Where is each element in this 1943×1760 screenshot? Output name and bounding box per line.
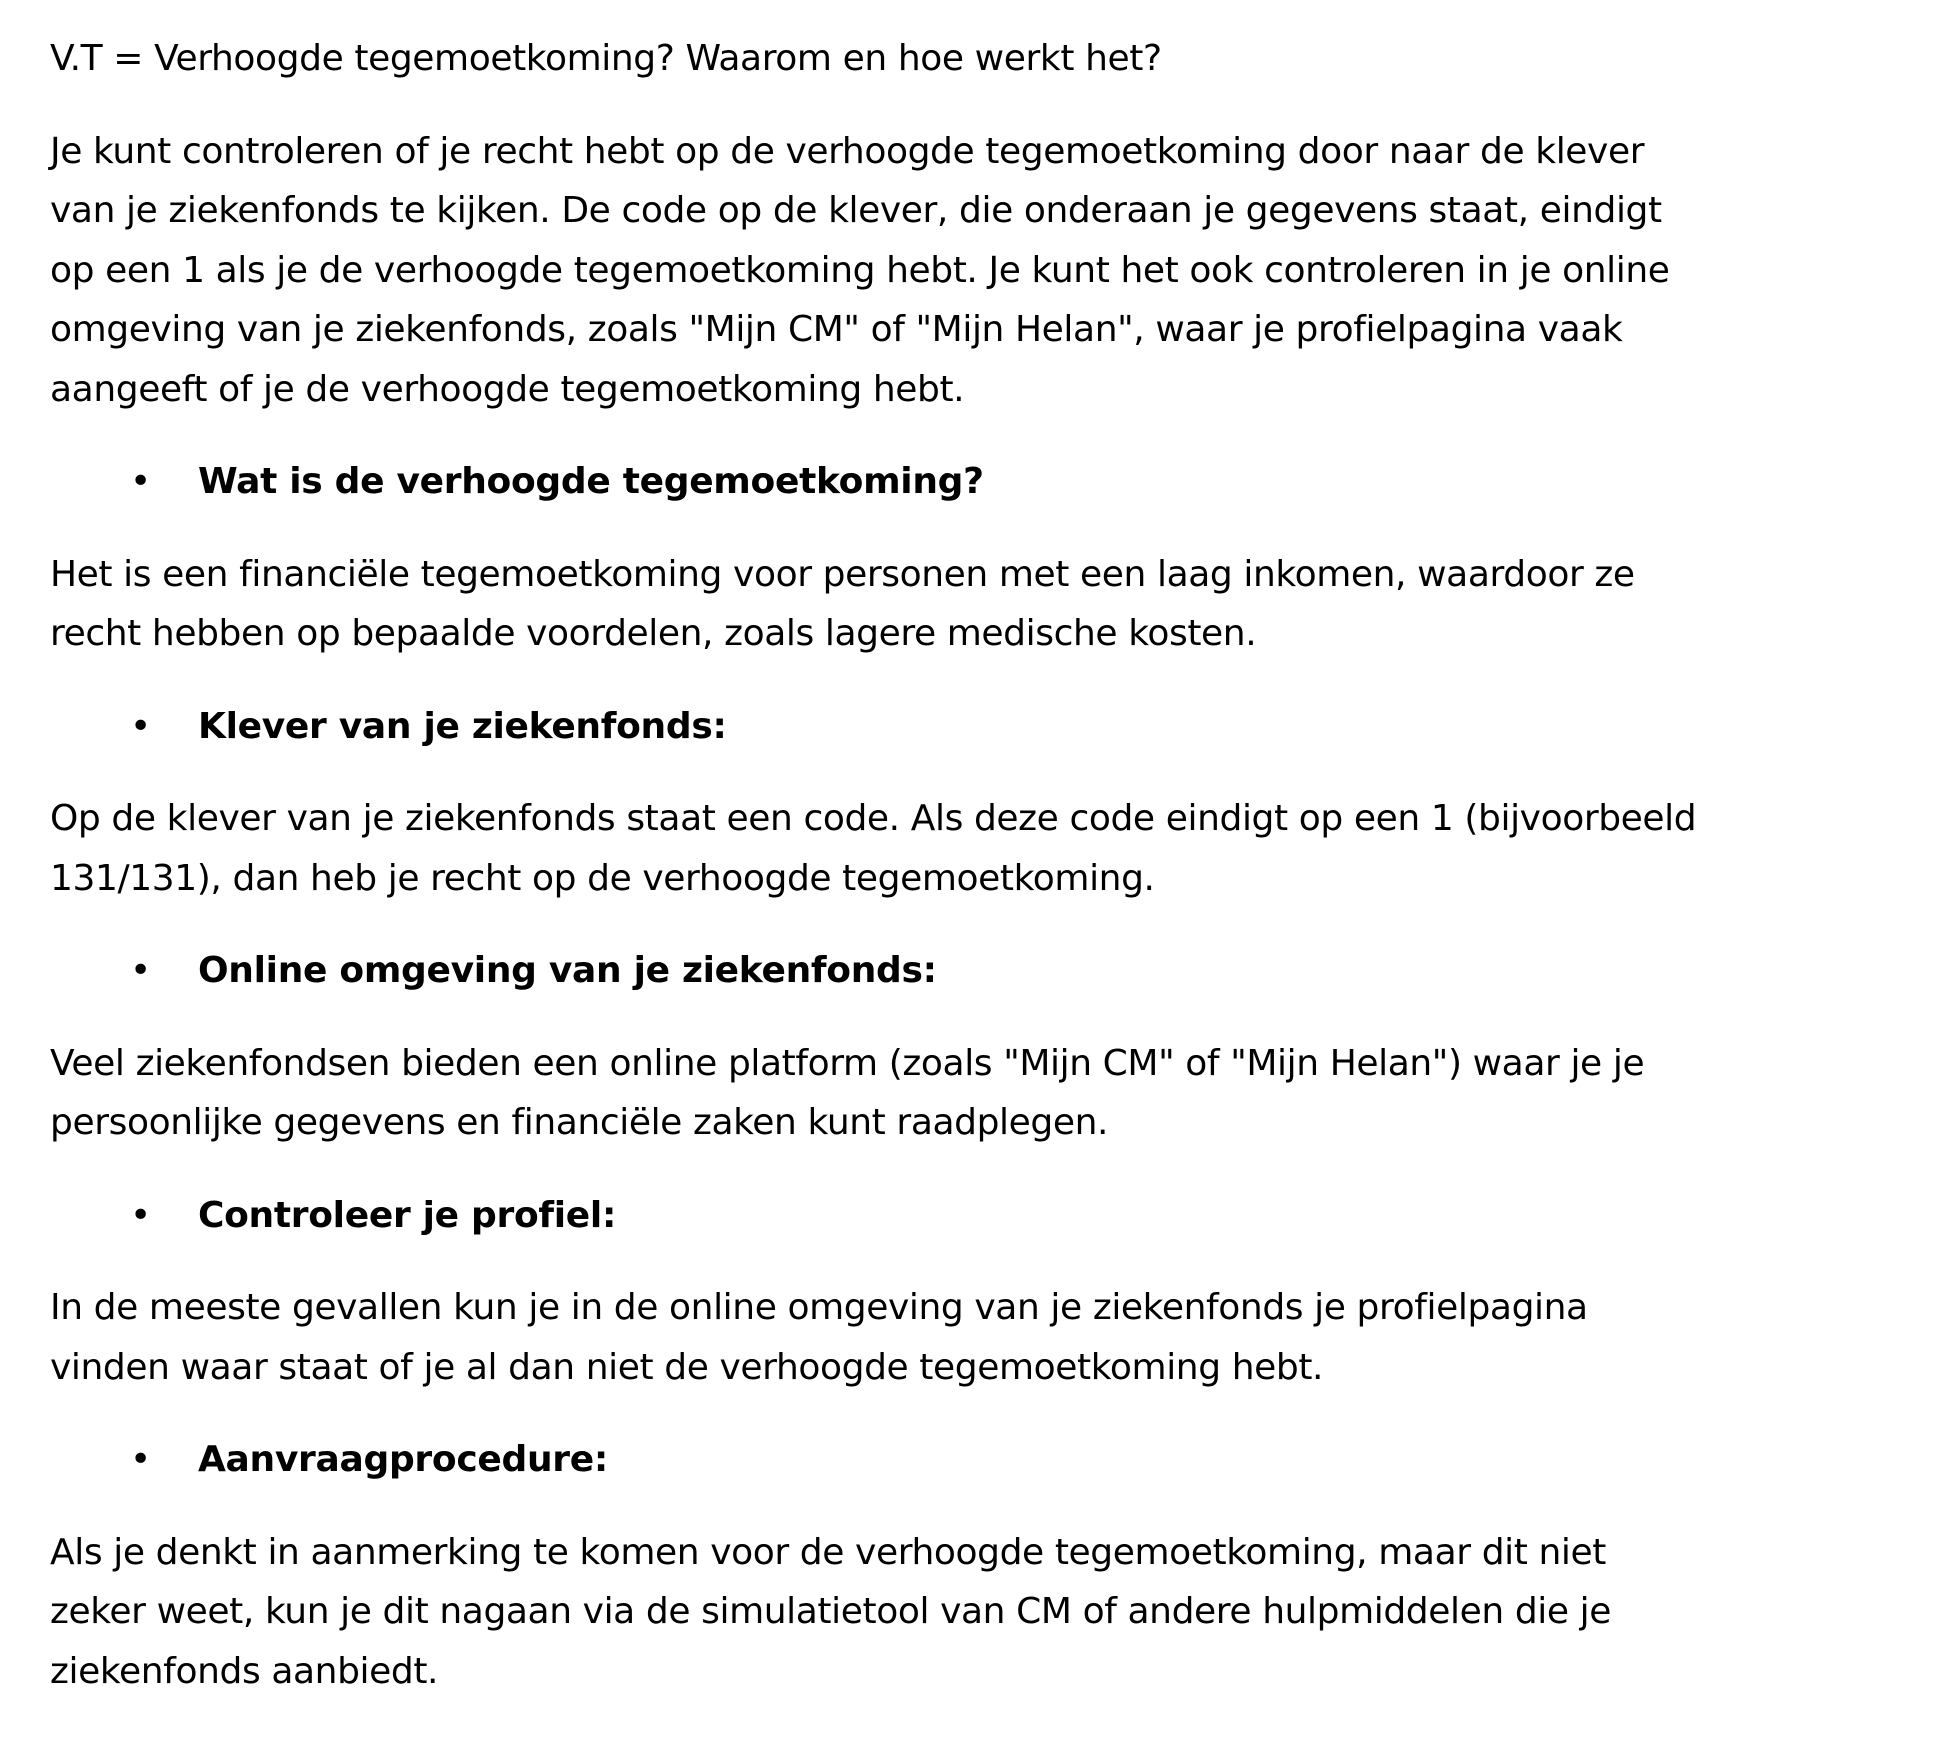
paragraph-line: op een 1 als je de verhoogde tegemoetkoming hebt. Je kunt het ook controleren in je online xyxy=(50,249,1670,291)
bullet-heading xyxy=(50,697,1943,757)
paragraph-line: van je ziekenfonds te kijken. De code op de klever, die onderaan je gegevens staat, eindigt xyxy=(50,190,1662,231)
paragraph-line: Het is een financiële tegemoetkoming voor personen met een laag inkomen, waardoor ze xyxy=(50,553,1635,595)
bullet-heading-text: Aanvraagprocedure: xyxy=(198,1439,608,1480)
paragraph-line: 131/131), dan heb je recht op de verhoogde tegemoetkoming. xyxy=(50,857,1155,899)
section-paragraph xyxy=(50,1523,1943,1702)
section-paragraph xyxy=(50,789,1943,908)
bullet-heading-text: Klever van je ziekenfonds: xyxy=(198,705,727,747)
paragraph-line: Veel ziekenfondsen bieden een online platform (zoals "Mijn CM" of "Mijn Helan") waar je je xyxy=(50,1042,1645,1084)
paragraph-line: aangeeft of je de verhoogde tegemoetkoming hebt. xyxy=(50,368,965,410)
paragraph-line: vinden waar staat of je al dan niet de verhoogde tegemoetkoming hebt. xyxy=(50,1346,1324,1388)
bullet-heading-text: Online omgeving van je ziekenfonds: xyxy=(198,950,937,991)
paragraph-line: zeker weet, kun je dit nagaan via de simulatietool van CM of andere hulpmiddelen die je xyxy=(50,1591,1612,1632)
bullet-heading xyxy=(50,941,1943,1001)
bullet-icon: • xyxy=(130,461,151,502)
paragraph-line: Als je denkt in aanmerking te komen voor de verhoogde tegemoetkoming, maar dit niet xyxy=(50,1531,1606,1573)
title-text: V.T = Verhoogde tegemoetkoming? Waarom en hoe werkt het? xyxy=(50,38,1162,79)
bullet-heading-text: Wat is de verhoogde tegemoetkoming? xyxy=(198,461,984,502)
bullet-icon: • xyxy=(130,1194,151,1236)
bullet-heading xyxy=(50,1186,1943,1246)
paragraph-line: omgeving van je ziekenfonds, zoals "Mijn CM" of "Mijn Helan", waar je profielpagina vaak xyxy=(50,309,1623,350)
paragraph-line: Je kunt controleren of je recht hebt op de verhoogde tegemoetkoming door naar de klever xyxy=(50,130,1645,172)
intro-paragraph xyxy=(50,122,1943,420)
bullet-icon: • xyxy=(130,1439,151,1480)
section-paragraph xyxy=(50,1034,1943,1153)
document-title xyxy=(50,29,1943,89)
paragraph-line: persoonlijke gegevens en financiële zaken kunt raadplegen. xyxy=(50,1102,1109,1143)
bullet-icon: • xyxy=(130,950,151,991)
paragraph-line: In de meeste gevallen kun je in de online omgeving van je ziekenfonds je profielpagina xyxy=(50,1287,1588,1328)
bullet-heading-text: Controleer je profiel: xyxy=(198,1194,617,1236)
paragraph-line: recht hebben op bepaalde voordelen, zoals lagere medische kosten. xyxy=(50,613,1257,654)
section-paragraph xyxy=(50,545,1943,664)
paragraph-line: Op de klever van je ziekenfonds staat een code. Als deze code eindigt op een 1 (bijvoorbeeld xyxy=(50,798,1697,839)
bullet-heading xyxy=(50,452,1943,512)
bullet-heading xyxy=(50,1430,1943,1490)
paragraph-line: ziekenfonds aanbiedt. xyxy=(50,1650,439,1692)
sections xyxy=(50,452,1943,1701)
section-paragraph xyxy=(50,1278,1943,1397)
bullet-icon: • xyxy=(130,705,151,747)
